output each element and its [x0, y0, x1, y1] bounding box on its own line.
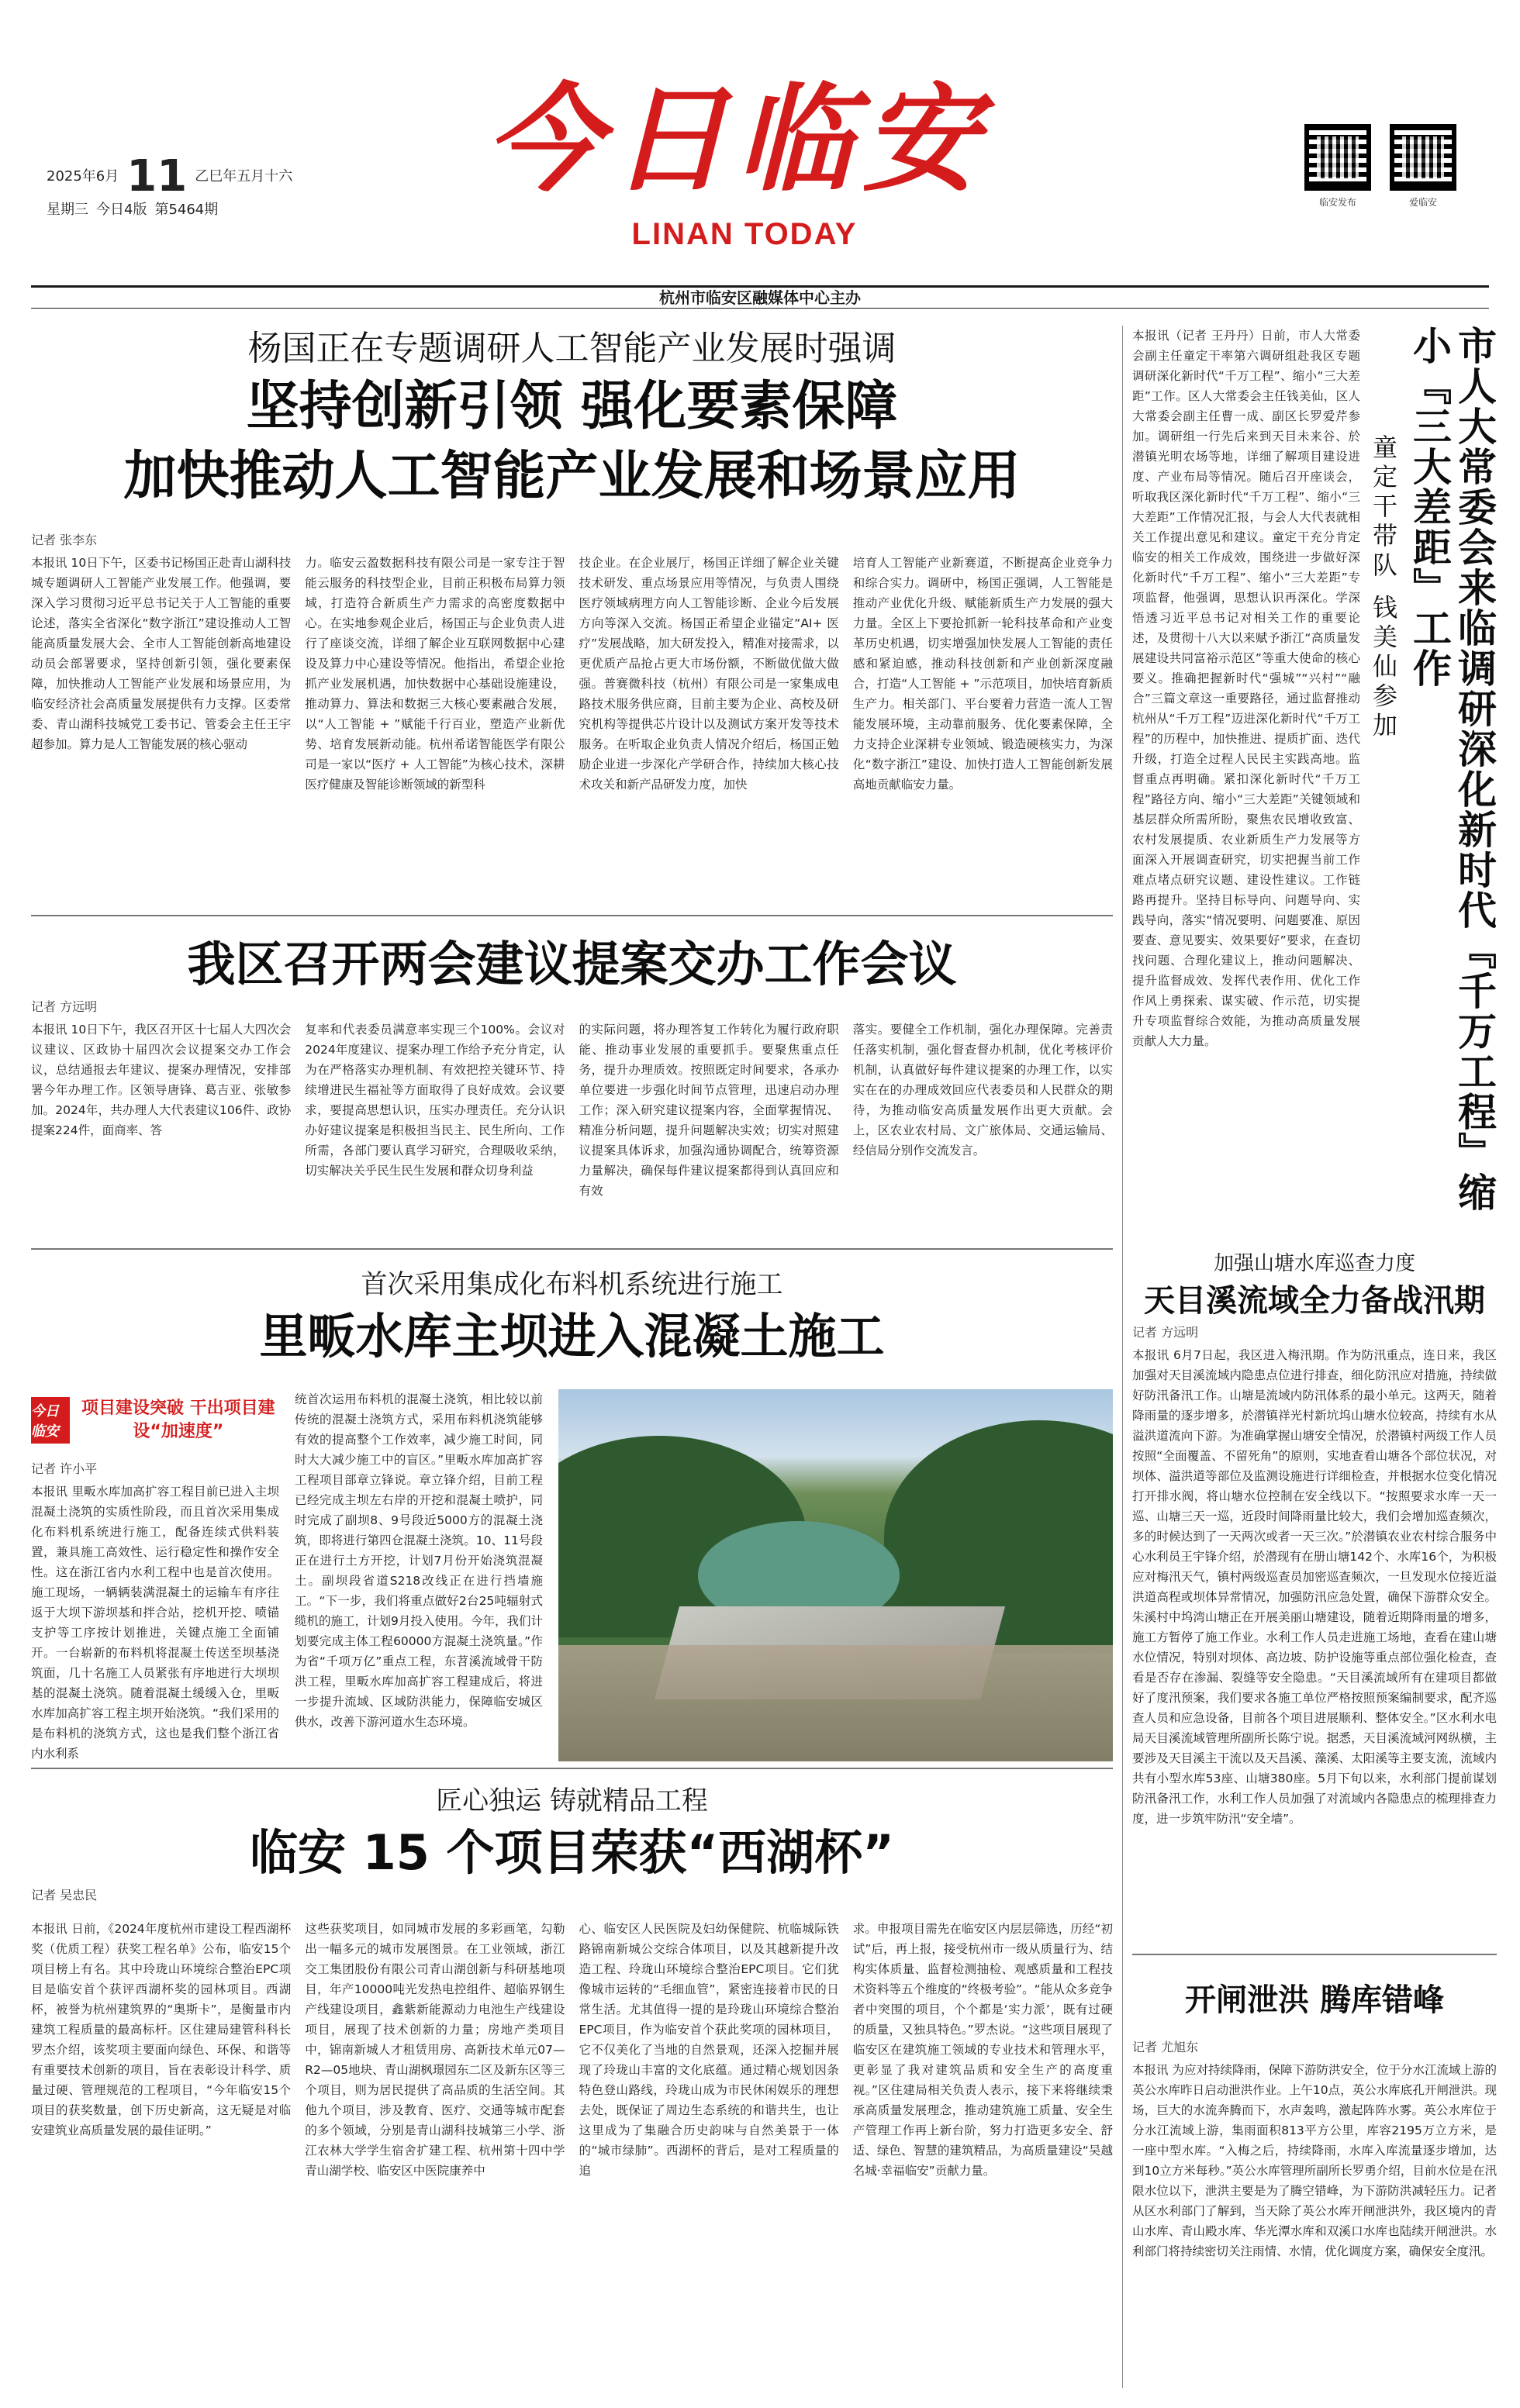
article-npc-survey: [1132, 326, 1497, 1240]
qr-label: 爱临安: [1408, 197, 1437, 208]
qr-label: 临安发布: [1318, 197, 1356, 208]
article-column: 统首次运用布料机的混凝土浇筑，相比较以前传统的混凝土浇筑方式，采用布料机浇筑能够有效的提高整个工作效率，减少施工时间，同时大大减少施工中的盲区。”里畈水库加高扩容工程项目部章立锋说。章立锋介绍，目前工程已经完成主坝左右岸的开挖和混凝土喷护，同时完成了副坝8、9号段近5000方的混凝土浇筑，即将进行第四仓混凝土浇筑。10、11号段正在进行土方开挖，计划7月份开始浇筑混凝土。副坝段省道S218改线正在进行挡墙施工。“下一步，我们将重点做好2台25吨辐射式缆机的施工，计划9月投入使用。今年，我们计划要完成主体工程60000方混凝土浇筑量。”作为省“千项万亿”重点工程，东苕溪流域骨干防洪工程，里畈水库加高扩容工程建成后，将进一步提升流域、区域防洪能力，保障临安城区供水，改善下游河道水生态环境。: [295, 1392, 543, 1729]
article-column: 本报讯 10日下午，我区召开区十七届人大四次会议建议、区政协十届四次会议提案交办工作会议，总结通报去年建议、提案办理情况，安排部署今年办理工作。区领导唐锋、葛吉亚、张敏参加。2024年，共办理人大代表建议106件、政协提案224件，面商率、答: [31, 1023, 292, 1137]
byline: 记者 方远明: [31, 999, 98, 1014]
sponsor-line: 杭州市临安区融媒体中心主办: [31, 285, 1489, 309]
qr-code-icon: [1304, 124, 1371, 191]
newspaper-title: 今日临安: [485, 71, 988, 208]
article-column: 的实际问题，将办理答复工作转化为履行政府职能、推动事业发展的重要抓手。要聚焦重点任务，提升办理质效。按照既定时间要求，各承办单位要进一步强化时间节点管理，迅速启动办理工作；深入研究建议提案内容，全面掌握情况、精准分析问题，提升问题解决实效；切实对照建议提案具体诉求，加强沟通协调配合，统筹资源力量解决，确保每件建议提案都得到认真回应和有效: [579, 1023, 839, 1198]
article-headline[interactable]: 坚持创新引领 强化要素保障: [246, 376, 898, 437]
article-kicker: 首次采用集成化布料机系统进行施工: [361, 1269, 783, 1300]
article-ai-industry: [31, 326, 1113, 915]
article-headline[interactable]: 加快推动人工智能产业发展和场景应用: [123, 446, 1021, 507]
article-column: 本报讯 日前，《2024年度杭州市建设工程西湖杯奖（优质工程）获奖工程名单》公布，临安15个项目榜上有名。其中玲珑山环境综合整治EPC项目是临安首个获评西湖杯奖的园林项目。西湖杯，被誉为杭州建筑界的“奥斯卡”，是衡量市内建筑工程质量的最高标杆。区住建局建管科科长罗杰介绍，该奖项主要面向绿色、环保、和谐等有重要技术创新的项目，旨在表彰设计科学、质量过硬、管理规范的工程项目，“今年临安15个项目的获奖数量，创下历史新高，这无疑是对临安建筑业高质量发展的最佳证明。”: [31, 1922, 292, 2137]
article-columns: [31, 1019, 1113, 1221]
article-headline[interactable]: 临安 15 个项目荣获“西湖杯”: [250, 1824, 894, 1881]
qr-code-ai-linan[interactable]: [1388, 124, 1458, 209]
article-columns: [31, 1919, 1113, 2353]
article-headline[interactable]: 天目溪流域全力备战汛期: [1144, 1283, 1485, 1319]
weekday: 星期三: [47, 202, 88, 218]
article-columns: [31, 553, 1113, 878]
article-column: 落实。要健全工作机制，强化办理保障。完善责任落实机制，强化督查督办机制，优化考核评价机制，认真做好每件建议提案的办理工作，以实实在在的办理成效回应代表委员和人民群众的期待，为推动临安高质量发展作出更大贡献。会上，区农业农村局、文广旅体局、交通运输局、经信局分别作交流发言。: [852, 1023, 1113, 1157]
article-flood-prep: [1132, 1248, 1497, 1946]
article-column: 求。申报项目需先在临安区内层层筛选，历经“初试”后，再上报，接受杭州市一级从质量行为、结构实体质量、监督检测抽检、观感质量和工程技术资料等五个维度的“终极考验”。“能从众多竞争者中突围的项目，个个都是‘实力派’，既有过硬的质量，又独具特色。”罗杰说。“这些项目展现了临安区在建筑施工领域的专业技术和管理水平，更彰显了我对建筑品质和安全生产的高度重视。”区住建局相关负责人表示，接下来将继续秉承高质量发展理念，推动建筑施工质量、安全生产管理工作再上新台阶，努力打造更多安全、舒适、绿色、智慧的建筑精品，为高质量建设“吴越名城·幸福临安”贡献力量。: [852, 1922, 1113, 2178]
article-west-lake-cup: [31, 1768, 1113, 2388]
issue-number: 第5464期: [154, 202, 219, 218]
article-headline[interactable]: 开闸泄洪 腾库错峰: [1185, 1982, 1444, 2018]
article-column: 培育人工智能产业新赛道，不断提高企业竞争力和综合实力。调研中，杨国正强调，人工智能是推动产业优化升级、赋能新质生产力发展的强大力量。全区上下要抢抓新一轮科技革命和产业变革历史机遇，切实增强加快发展人工智能的责任感和紧迫感，推动科技创新和产业创新深度融合，打造“人工智能 + ”示范项目，加快培育新质生产力。相关部门、平台要着力营造一流人工智能发展环境，主动靠前服务、优化要素保障，全力支持企业深耕专业领域、锻造硬核实力，为深化“数字浙江”建设、加快打造人工智能创新发展高地贡献临安力量。: [852, 556, 1113, 792]
column-tag: 项目建设突破 干出项目建设“加速度”: [81, 1399, 275, 1441]
date-block: [47, 151, 372, 222]
article-kicker: 匠心独运 铸就精品工程: [436, 1785, 708, 1816]
qr-code-linan-release[interactable]: [1303, 124, 1373, 209]
byline: 记者 许小平: [31, 1461, 98, 1476]
article-column: 复率和代表委员满意率实现三个100%。会议对2024年度建议、提案办理工作给予充分肯定，认为在严格落实办理机制、有效把控关键环节、持续增进民生福祉等方面取得了良好成效。会议要求，要提高思想认识，压实办理责任。充分认识办好建议提案是积极担当民主、民生所向、工作所需，各部门要认真学习研究，合理吸收采纳，切实解决关乎民生民生发展和群众切身利益: [305, 1023, 565, 1178]
article-body-zone: [31, 1389, 1113, 1761]
article-column: 本报讯 10日下午，区委书记杨国正赴青山湖科技城专题调研人工智能产业发展工作。他强调，要深入学习贯彻习近平总书记关于人工智能的重要论述，落实全省深化“数字浙江”建设推动人工智能高质量发展大会、全市人工智能创新高地建设动员会部署要求，坚持创新引领，强化要素保障，加快推动人工智能产业发展和场景应用，为临安经济社会高质量发展提供有力支撑。区委常委、青山湖科技城党工委书记、管委会主任王宇超参加。算力是人工智能发展的核心驱动: [31, 556, 292, 751]
day-number: 11: [126, 151, 188, 202]
date-line: 2025年6月: [47, 168, 119, 185]
byline: 记者 尤旭东: [1132, 2040, 1199, 2054]
byline: 记者 张李东: [31, 533, 98, 547]
edition-count: 今日4版: [96, 202, 147, 218]
article-column: 技企业。在企业展厅，杨国正详细了解企业关键技术研发、重点场景应用等情况，与负责人围绕医疗领域病理方向人工智能诊断、企业今后发展方向等深入交流。杨国正希望企业锚定“AI+ 医疗”发展战略，加大研发投入，精准对接需求，以更优质产品抢占更大市场份额，不断做优做大做强。普赛微科技（杭州）有限公司是一家集成电路技术服务供应商，目前主要为企业、高校及研究机构等提供芯片设计以及测试方案开发等技术服务。在听取企业负责人情况介绍后，杨国正勉励企业进一步深化产学研合作，持续加大核心技术攻关和新产品研发力度，加快: [579, 556, 839, 792]
article-headline[interactable]: 市人大常委会来临调研深化新时代『千万工程』缩小『三大差距』工作: [1407, 326, 1497, 1213]
article-subtitle: 童定干带队 钱美仙参加: [1369, 434, 1398, 742]
column-logo: [31, 1389, 279, 1451]
article-headline[interactable]: 我区召开两会建议提案交办工作会议: [187, 936, 957, 992]
article-kicker: 加强山塘水库巡查力度: [1213, 1252, 1415, 1275]
photo-construction-site: [558, 1645, 1113, 1761]
article-text: 本报讯 里畈水库加高扩容工程目前已进入主坝混凝土浇筑的实质性阶段，而且首次采用集成化布料机系统进行施工，配备连续式供料装置，兼具施工高效性、运行稳定性和操作安全性。这在浙江省内水利工程中也是首次使用。施工现场，一辆辆装满混凝土的运输车有序往返于大坝下游坝基和拌合站，挖机开挖、喷锚支护等工序按计划推进，关键点施工全面铺开。一台崭新的布料机将混凝土传送至坝基浇筑面，几十名施工人员紧张有序地进行大坝坝基的混凝土浇筑。随着混凝土缓缓入仓，里畈水库加高扩容工程主坝开始浇筑。“我们采用的是布料机的浇筑方式，这也是我们整个浙江省内水利系: [31, 1485, 279, 1761]
masthead: [0, 0, 1520, 307]
article-column: 这些获奖项目，如同城市发展的多彩画笔，勾勒出一幅多元的城市发展图景。在工业领域，浙江交工集团股份有限公司青山湖创新与科研基地项目，年产10000吨光发热电控组件、超临界钢生产线建设项目，鑫紫新能源动力电池生产线建设项目，展现了技术创新的力量；房地产类项目中，锦南新城人才租赁用房、高新技术单元07—R2—05地块、青山湖枫璟园东二区及新东区等三个项目，则为居民提供了高品质的生活空间。其他九个项目，涉及教育、医疗、交通等城市配套的多个领域，分别是青山湖科技城第三小学、浙江农林大学学生宿舍扩建工程、杭州第十四中学青山湖学校、临安区中医院康养中: [305, 1922, 565, 2178]
article-kicker: 杨国正在专题调研人工智能产业发展时强调: [247, 329, 896, 368]
article-column: [31, 1459, 279, 1761]
byline: 记者 吴忠民: [31, 1888, 98, 1903]
newspaper-title-en: LINAN TODAY: [631, 217, 858, 251]
article-proposal-meeting: [31, 915, 1113, 1240]
column-divider: [1122, 326, 1123, 2388]
byline: 记者 方远明: [1132, 1325, 1199, 1340]
qr-code-icon: [1390, 124, 1456, 191]
lunar-date: 乙巳年五月十六: [195, 168, 293, 185]
article-column: 心、临安区人民医院及妇幼保健院、杭临城际铁路锦南新城公交综合体项目，以及其越新提升改造工程、玲珑山环境综合整治EPC项目。它们犹像城市运转的“毛细血管”，紧密连接着市民的日常生活。尤其值得一提的是玲珑山环境综合整治EPC项目，作为临安首个获此奖项的园林项目，它不仅美化了当地的自然景观，还深入挖掘并展现了玲珑山丰富的文化底蕴。通过精心规划因条特色登山路线，玲珑山成为市民休闲娱乐的理想去处，既保证了周边生态系统的和谐共生，也让这里成为了集融合历史韵味与自然美景于一体的“城市绿肺”。西湖杯的背后，是对工程质量的追: [579, 1922, 839, 2178]
mini-logo: 今日临安: [31, 1397, 70, 1444]
article-body: 本报讯（记者 王丹丹）日前，市人大常委会副主任童定干率第六调研组赴我区专题调研深化新时代“千万工程”、缩小“三大差距”工作。区人大常委会主任钱美仙，区人大常委会副主任曹一成、副区长罗爱芹参加。调研组一行先后来到天目未来谷、於潜镇光明农场等地，详细了解项目建设进度、产业布局等情况。随后召开座谈会，听取我区深化新时代“千万工程”、缩小“三大差距”工作情况汇报，与会人大代表就相关工作提出意见和建议。童定干充分肯定临安的相关工作成效，围绕进一步做好深化新时代“千万工程”、缩小“三大差距”专项监督，他强调，思想认识再深化。学深悟透习近平总书记对相关工作的重要论述，及贯彻十八大以来赋予浙江“高质量发展建设共同富裕示范区”等重大使命的核心要义。推确把握新时代“强城”“兴村”“融合”三篇文章这一重要路径，通过监督推动杭州从“千万工程”迈进深化新时代“千万工程”的历程中，加快推进、提质扩面、迭代升级，打造全过程人民民主实践高地。监督重点再明确。紧扣深化新时代“千万工程”路径方向、缩小“三大差距”关键领域和基层群众所需所盼，聚焦农民增收致富、农村发展提质、农业新质生产力发展等方面深入开展调查研究，切实把握当前工作难点堵点研究议题、建设性建议。工作链路再提升。坚持目标导向、问题导向、实践导向，落实“情况要明、问题要准、原因要查、意见要实、效果要好”要求，在查切找问题、合理化建议上，推动问题解决、提升监督成效、发挥代表作用、优化工作作风上勇探索、谋实破、作示范，切实提升专项监督综合效能，为推动高质量发展贡献人大力量。: [1132, 329, 1360, 1048]
article-body: 本报讯 6月7日起，我区进入梅汛期。作为防汛重点，连日来，我区加强对天目溪流域内隐患点位进行排查，细化防汛应对措施，持续做好防汛备汛工作。山塘是流域内防汛体系的最小单元。这两天，随着降雨量的逐步增多，於潜镇祥光村新坑坞山塘水位较高，持续有水从溢洪道流向下游。为准确掌握山塘安全情况，於潜镇村两级工作人员按照“全面覆盖、不留死角”的原则，实地查看山塘各个部位状况，对坝体、溢洪道等部位及监测设施进行详细检查，并根据水位变化情况打开排水阀，将山塘水位控制在安全线以下。“按照要求水库一天一巡、山塘三天一巡，近段时间降雨量比较大，我们会增加巡查频次，多的时候达到了一天两次或者一天三次。”於潜镇农业农村综合服务中心水利员王宇锋介绍，於潜现有在册山塘142个、水库16个，为积极应对梅汛天气，镇村两级巡查员加密巡查频次，一旦发现水位接近溢洪道高程或坝体异常情况，加强防汛应急处置，确保下游群众安全。朱溪村中坞湾山塘正在开展美丽山塘建设，随着近期降雨量的增多，施工方暂停了施工作业。水利工作人员走进施工场地，查看在建山塘水位情况，特别对坝体、高边坡、防护设施等重点部位强化检查，查看是否存在渗漏、裂缝等安全隐患。“天目溪流域所有在建项目都做好了度汛预案，我们要求各施工单位严格按照预案编制要求，配齐巡查人员和应急设备，目前各个项目进展顺利、整体安全。”区水利水电局天目溪流域管理所副所长陈宁说。据悉，天目溪流域河网纵横，主要涉及天目溪主干流以及天昌溪、藻溪、太阳溪等主要支流，流域内共有小型水库53座、山塘380座。5月下旬以来，水利部门提前谋划防汛备汛工作，水利工作人员加强了对流域内各隐患点的梳理排查力度，进一步筑牢防汛“安全墙”。: [1132, 1348, 1497, 1826]
article-reservoir: [31, 1248, 1113, 1760]
reservoir-aerial-photo[interactable]: [558, 1389, 1113, 1761]
article-column: 力。临安云盈数据科技有限公司是一家专注于智能云服务的科技型企业，目前正积极布局算力领域，打造符合新质生产力需求的高密度数据中心。在实地参观企业后，杨国正与企业负责人进行了座谈交流，详细了解企业互联网数据中心建设及算力中心建设等情况。他指出，希望企业抢抓产业发展机遇，加快数据中心基础设施建设，推动算力、算法和数据三大核心要素融合发展，以“人工智能 + ”赋能千行百业，塑造产业新优势、培育发展新动能。杭州希诺智能医学有限公司是一家以“医疗 + 人工智能”为核心技术，深耕医疗健康及智能诊断领域的新型科: [305, 556, 565, 792]
article-flood-release: [1132, 1954, 1497, 2388]
article-body: 本报讯 为应对持续降雨，保障下游防洪安全，位于分水江流域上游的英公水库昨日启动泄洪作业。上午10点，英公水库底孔开闸泄洪。现场，巨大的水流奔腾而下，水声轰鸣，激起阵阵水雾。英公水库位于分水江流域上游，集雨面积813平方公里，库容2195万立方米，是一座中型水库。“入梅之后，持续降雨，水库入库流量逐步增加，达到10立方米每秒。”英公水库管理所副所长罗勇介绍，目前水位是在汛限水位以下，泄洪主要是为了腾空错峰，为下游防洪减轻压力。记者从区水利部门了解到，当天除了英公水库开闸泄洪外，我区境内的青山水库、青山殿水库、华光潭水库和双溪口水库也陆续开闸泄洪。水利部门将持续密切关注雨情、水情，优化调度方案，确保安全度汛。: [1132, 2063, 1497, 2258]
article-headline[interactable]: 里畈水库主坝进入混凝土施工: [259, 1308, 885, 1364]
